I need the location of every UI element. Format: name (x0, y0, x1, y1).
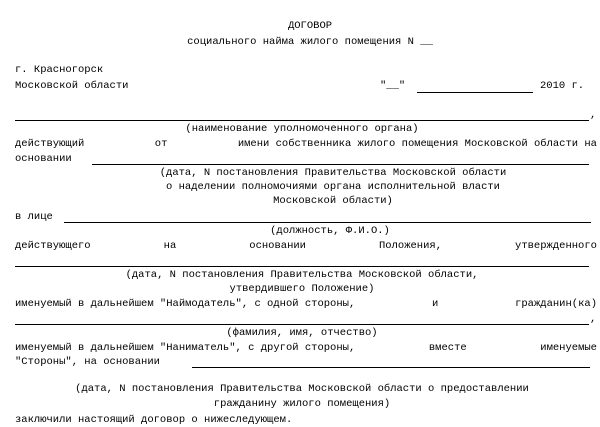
landlord-line (15, 298, 597, 311)
acting-word-2: от (154, 138, 168, 150)
date-month-blank (417, 92, 533, 93)
region: Московской области (15, 80, 129, 92)
in-person-label: в лице (15, 211, 53, 223)
regulation-blank (15, 266, 589, 267)
date-year: 2010 г. (540, 80, 585, 92)
acting-word-3: имени собственника жилого помещения Московской области на (237, 138, 597, 150)
caption-regulation-2: утвердившего Положение) (229, 283, 375, 295)
landlord-part-3: гражданин(ка) (515, 298, 597, 310)
acting-line (15, 138, 597, 151)
date-day: "__" (380, 80, 406, 92)
parties-label: "Стороны", на основании (15, 356, 160, 368)
tenant-line (15, 342, 597, 355)
acting-on-word-2: на (163, 240, 177, 252)
landlord-part-1: именуемый в дальнейшем "Наймодатель", с одной стороны, (15, 298, 356, 310)
caption-position: (должность, Ф.И.О.) (270, 225, 390, 237)
basis-blank (92, 164, 589, 165)
citizen-name-blank (15, 324, 589, 325)
caption-basis-3: Московской области) (273, 195, 393, 207)
caption-basis-1: (дата, N постановления Правительства Московской области (159, 167, 507, 179)
caption-decision-2: гражданину жилого помещения) (213, 398, 391, 410)
caption-org: (наименование уполномоченного органа) (185, 123, 419, 135)
acting-on-word-3: основании (249, 240, 306, 252)
comma: , (590, 313, 597, 325)
document-subtitle: социального найма жилого помещения N __ (187, 36, 433, 48)
acting-on-line (15, 240, 597, 253)
caption-name: (фамилия, имя, отчество) (226, 327, 378, 339)
document-title: ДОГОВОР (287, 20, 333, 32)
tenant-part-1: именуемый в дальнейшем "Наниматель", с другой стороны, (15, 342, 356, 354)
city: г. Красногорск (15, 64, 104, 76)
tenant-part-3: именуемые (540, 342, 597, 354)
tenant-part-2: вместе (428, 342, 467, 354)
concluded-text: заключили настоящий договор о нижеследующем. (15, 414, 293, 426)
acting-on-word-5: утвержденного (515, 240, 597, 252)
caption-regulation-1: (дата, N постановления Правительства Московской области, (125, 269, 479, 281)
org-name-blank (15, 120, 589, 121)
decision-blank (192, 367, 590, 368)
position-blank (64, 222, 591, 223)
acting-on-word-4: Положения, (379, 240, 443, 252)
acting-word-1: действующий (15, 138, 85, 150)
acting-on-word-1: действующего (15, 240, 91, 252)
comma: , (590, 109, 597, 121)
caption-basis-2: о наделении полномочиями органа исполнительной власти (166, 181, 500, 193)
landlord-part-2: и (432, 298, 439, 310)
basis-label: основании (15, 153, 72, 165)
caption-decision-1: (дата, N постановления Правительства Московской области о предоставлении (75, 383, 529, 395)
